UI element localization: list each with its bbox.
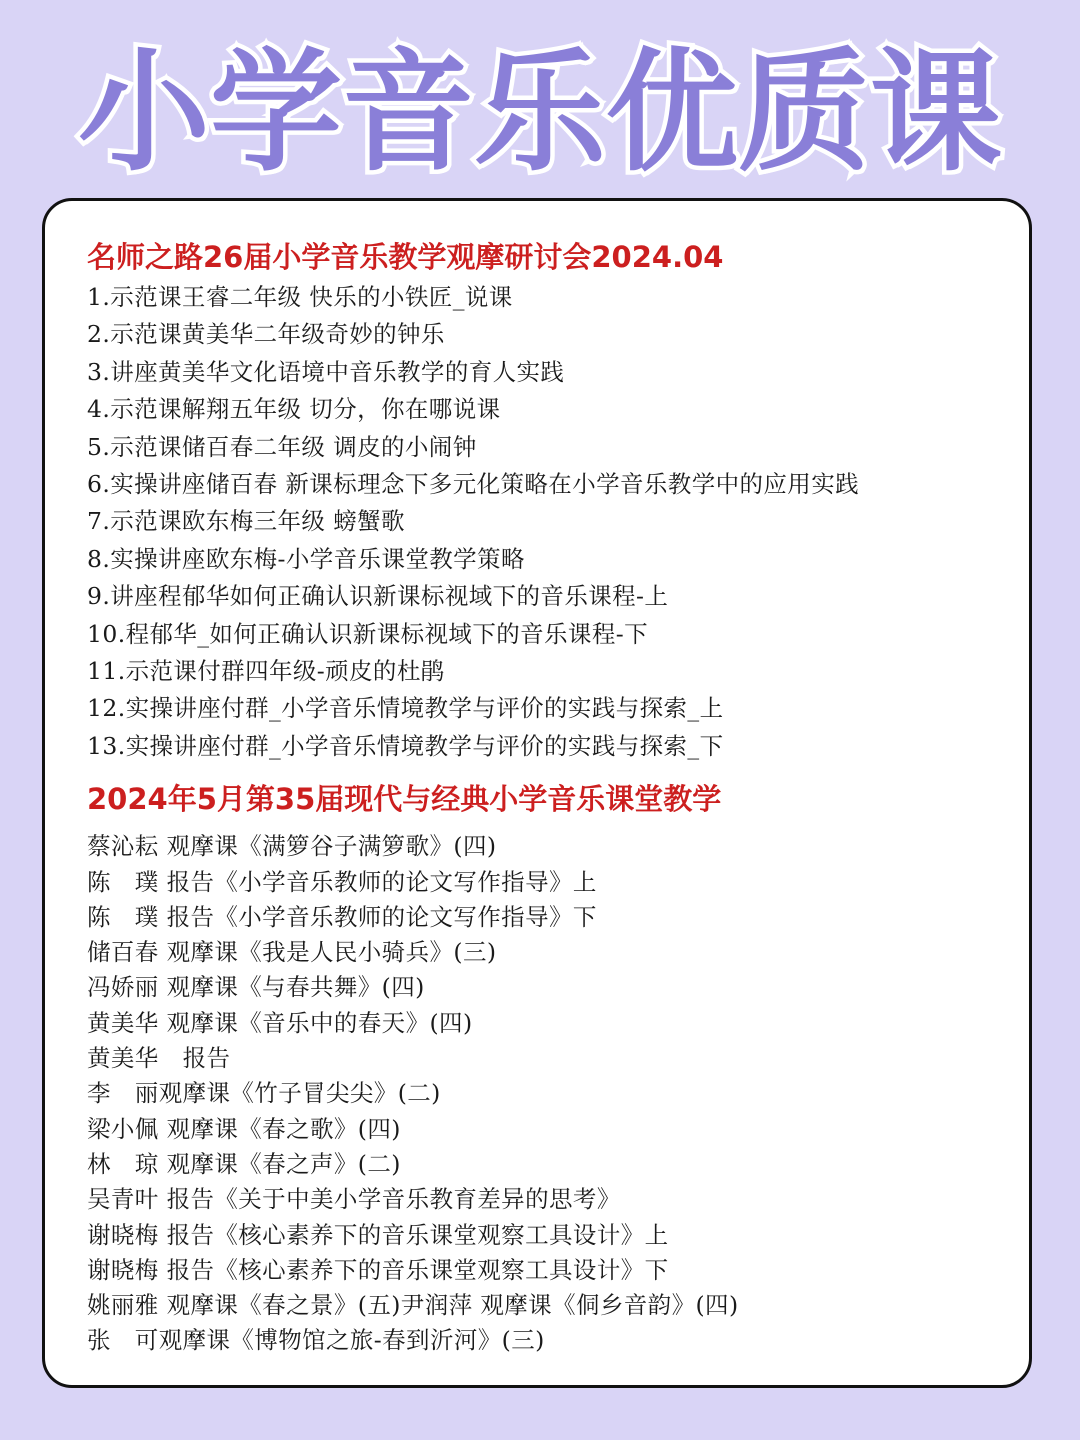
list-item: 7.示范课欧东梅三年级 螃蟹歌 xyxy=(87,507,405,536)
list-item: 吴青叶 报告《关于中美小学音乐教育差异的思考》 xyxy=(87,1185,621,1214)
list-item: 谢晓梅 报告《核心素养下的音乐课堂观察工具设计》下 xyxy=(87,1255,669,1284)
list-item: 2.示范课黄美华二年级奇妙的钟乐 xyxy=(87,320,445,349)
list-item: 姚丽雅 观摩课《春之景》(五)尹润萍 观摩课《侗乡音韵》(四) xyxy=(87,1291,739,1320)
list-item: 张 可观摩课《博物馆之旅-春到沂河》(三) xyxy=(87,1326,545,1355)
list-item: 黄美华 观摩课《音乐中的春天》(四) xyxy=(87,1008,473,1037)
banner-title: 小学音乐优质课 xyxy=(78,36,1002,190)
list-item: 10.程郁华_如何正确认识新课标视域下的音乐课程-下 xyxy=(87,619,648,648)
list-item: 梁小佩 观摩课《春之歌》(四) xyxy=(87,1114,401,1143)
list-item: 4.示范课解翔五年级 切分，你在哪说课 xyxy=(87,395,501,424)
list-item: 冯娇丽 观摩课《与春共舞》(四) xyxy=(87,973,425,1002)
list-item: 林 琼 观摩课《春之声》(二) xyxy=(87,1149,401,1178)
list-item: 储百春 观摩课《我是人民小骑兵》(三) xyxy=(87,938,497,967)
list-item: 6.实操讲座储百春 新课标理念下多元化策略在小学音乐教学中的应用实践 xyxy=(87,470,859,499)
content-card xyxy=(42,198,1032,1388)
list-item: 3.讲座黄美华文化语境中音乐教学的育人实践 xyxy=(87,357,565,386)
section-1-list xyxy=(87,279,989,765)
list-item: 5.示范课储百春二年级 调皮的小闹钟 xyxy=(87,432,477,461)
list-item: 陈 璞 报告《小学音乐教师的论文写作指导》下 xyxy=(87,902,597,931)
list-item: 11.示范课付群四年级-顽皮的杜鹃 xyxy=(87,657,445,686)
list-item: 谢晓梅 报告《核心素养下的音乐课堂观察工具设计》上 xyxy=(87,1220,669,1249)
section-title-2: 2024年5月第35届现代与经典小学音乐课堂教学 xyxy=(87,782,722,817)
list-item: 8.实操讲座欧东梅-小学音乐课堂教学策略 xyxy=(87,544,525,573)
list-item: 1.示范课王睿二年级 快乐的小铁匠_说课 xyxy=(87,283,513,311)
list-item: 黄美华 报告 xyxy=(87,1044,231,1073)
section-2-list xyxy=(87,829,989,1358)
list-item: 9.讲座程郁华如何正确认识新课标视域下的音乐课程-上 xyxy=(87,582,669,611)
list-item: 蔡沁耘 观摩课《满箩谷子满箩歌》(四) xyxy=(87,832,497,861)
list-item: 13.实操讲座付群_小学音乐情境教学与评价的实践与探索_下 xyxy=(87,731,724,760)
list-item: 12.实操讲座付群_小学音乐情境教学与评价的实践与探索_上 xyxy=(87,694,724,723)
list-item: 李 丽观摩课《竹子冒尖尖》(二) xyxy=(87,1079,441,1108)
section-title-1: 名师之路26届小学音乐教学观摩研讨会2024.04 xyxy=(87,240,724,274)
list-item: 陈 璞 报告《小学音乐教师的论文写作指导》上 xyxy=(87,867,597,896)
banner xyxy=(0,38,1080,188)
